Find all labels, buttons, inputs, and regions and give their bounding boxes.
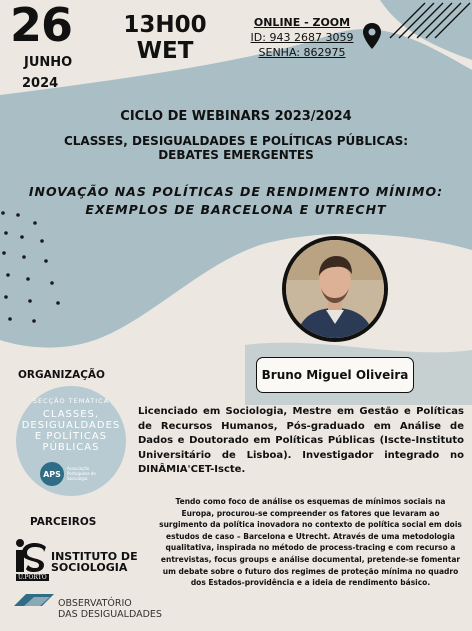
event-day: 26 [10,0,73,52]
portrait-illustration [286,240,384,338]
map-pin-icon [362,22,382,50]
event-month: JUNHO [24,55,73,70]
organization-name [16,409,126,453]
obs-line-1: OBSERVATÓRIO [58,598,132,609]
speaker-portrait [286,240,384,338]
speaker-name: Bruno Miguel Oliveira [256,357,414,393]
obs-line-2: DAS DESIGUALDADES [58,609,162,620]
event-time-zone: WET [136,38,194,64]
event-year: 2024 [22,76,59,91]
speaker-photo [282,236,388,342]
zoom-password[interactable]: SENHA: 862975 [258,46,346,59]
observatorio-logo [14,593,54,607]
online-info [247,15,357,60]
series-title: CICLO DE WEBINARS 2023/2024 [120,109,352,124]
aps-logo-subtitle: Associação Portuguesa de Sociologia [67,466,96,481]
theme-line-1: CLASSES, DESIGUALDADES E POLÍTICAS PÚBLICAS: [63,134,409,148]
org-name-line-1: CLASSES, [42,409,100,420]
org-name-line-4: PÚBLICAS [42,442,100,453]
aps-logo: APS [40,462,64,486]
talk-line-1: INOVAÇÃO NAS POLÍTICAS DE RENDIMENTO MÍNIMO: [28,184,444,199]
organization-title: ORGANIZAÇÃO [18,369,105,381]
theme-line-2: DEBATES EMERGENTES [158,148,314,162]
instituto-sociologia-name [51,551,138,573]
speaker-bio: Licenciado em Sociologia, Mestre em Gestão e Políticas de Recursos Humanos, Pós-graduado em Análise de Dados e Doutorado em Políticas Públicas (Iscte-Instituto Universitário de Lisboa). Investigador integrado no DINÂMIA'CET-Iscte. [138,406,464,475]
event-time [110,12,220,64]
org-name-line-3: E POLÍTICAS [34,431,108,442]
theme-title [20,134,452,162]
talk-title [20,183,452,219]
event-time-hour: 13H00 [123,12,207,38]
zoom-id-link[interactable]: ID: 943 2687 3059 [250,31,354,44]
is-line-1: INSTITUTO DE [51,550,138,563]
observatorio-name [58,598,162,620]
partners-title: PARCEIROS [30,516,97,528]
dot-pattern [0,205,80,345]
is-line-2: SOCIOLOGIA [51,561,128,574]
organization-section-label: SECÇÃO TEMÁTICA [32,397,110,405]
online-label: ONLINE - ZOOM [253,16,351,29]
org-name-line-2: DESIGUALDADES [21,420,121,431]
talk-line-2: EXEMPLOS DE BARCELONA E UTRECHT [85,202,387,217]
uporto-label: U.PORTO [18,574,47,581]
hatch-decoration [385,0,472,40]
instituto-sociologia-logo [14,538,50,574]
talk-abstract: Tendo como foco de análise os esquemas de mínimos sociais na Europa, procurou-se compreender os fatores que levaram ao surgimento da política inovadora no contexto de política social em dois estudos de caso – Barcelona e Utrecht. Através de uma metodologia qualitativa, inspirada no método de process-tracing e com recurso a entrevistas, focus groups e análise documental, pretende-se fomentar um debate sobre o futuro dos regimes de proteção mínima no quadro dos Estados-providência e a ideia de rendimento básico. [159,497,462,588]
